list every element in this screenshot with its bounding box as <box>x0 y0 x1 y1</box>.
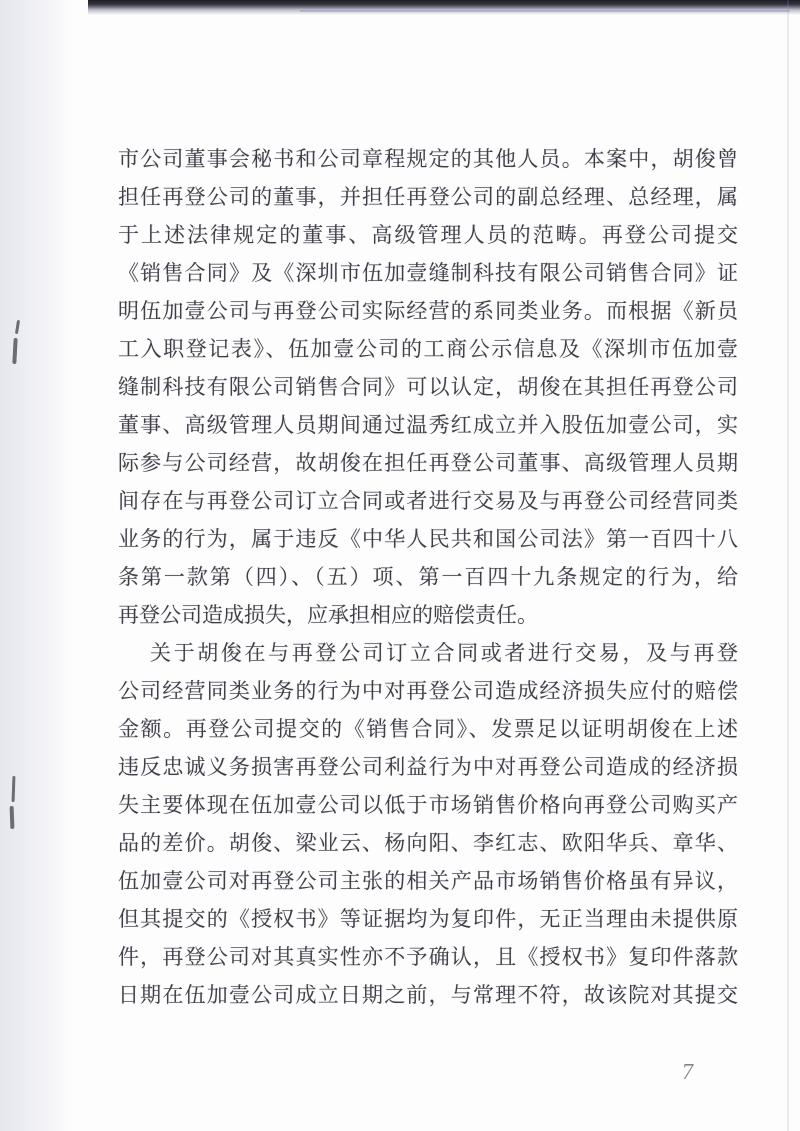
text-line: 公司经营同类业务的行为中对再登公司造成经济损失应付的赔偿 <box>118 679 738 703</box>
text-line: 违反忠诚义务损害再登公司利益行为中对再登公司造成的经济损 <box>118 755 738 779</box>
text-line: 担任再登公司的董事，并担任再登公司的副总经理、总经理，属 <box>118 185 738 209</box>
text-line: 关于胡俊在与再登公司订立合同或者进行交易，及与再登 <box>150 641 738 665</box>
scan-edge-top <box>88 0 800 15</box>
text-line: 条第一款第（四）、（五）项、第一百四十九条规定的行为，给 <box>118 565 738 589</box>
text-line: 间存在与再登公司订立合同或者进行交易及与再登公司经营同类 <box>118 489 738 513</box>
text-line: 业务的行为，属于违反《中华人民共和国公司法》第一百四十八 <box>118 527 738 551</box>
text-line: 工入职登记表》、伍加壹公司的工商公示信息及《深圳市伍加壹 <box>118 337 738 361</box>
text-line: 伍加壹公司对再登公司主张的相关产品市场销售价格虽有异议， <box>118 869 738 893</box>
text-line: 董事、高级管理人员期间通过温秀红成立并入股伍加壹公司，实 <box>118 413 738 437</box>
text-line: 但其提交的《授权书》等证据均为复印件，无正当理由未提供原 <box>118 907 738 931</box>
text-line: 际参与公司经营，故胡俊在担任再登公司董事、高级管理人员期 <box>118 451 738 475</box>
page-number: 7 <box>680 1059 696 1084</box>
text-line: 金额。再登公司提交的《销售合同》、发票足以证明胡俊在上述 <box>118 717 738 741</box>
scan-edge-right <box>787 0 789 1131</box>
text-line: 市公司董事会秘书和公司章程规定的其他人员。本案中，胡俊曾 <box>118 147 738 171</box>
text-line: 缝制科技有限公司销售合同》可以认定，胡俊在其担任再登公司 <box>118 375 738 399</box>
scan-top-blue-line <box>300 10 790 12</box>
body-text <box>118 140 738 1014</box>
text-line: 件，再登公司对其真实性亦不予确认，且《授权书》复印件落款 <box>118 945 738 969</box>
text-line: 《销售合同》及《深圳市伍加壹缝制科技有限公司销售合同》证 <box>118 261 738 285</box>
scan-edge-left <box>0 0 74 1131</box>
text-line: 再登公司造成损失，应承担相应的赔偿责任。 <box>118 603 538 627</box>
text-line: 明伍加壹公司与再登公司实际经营的系同类业务。而根据《新员 <box>118 299 738 323</box>
text-line: 品的差价。胡俊、梁业云、杨向阳、李红志、欧阳华兵、章华、 <box>118 831 738 855</box>
text-line: 日期在伍加壹公司成立日期之前，与常理不符，故该院对其提交 <box>118 983 738 1007</box>
text-line: 失主要体现在伍加壹公司以低于市场销售价格向再登公司购买产 <box>118 793 738 817</box>
binding-mark <box>10 806 15 829</box>
text-line: 于上述法律规定的董事、高级管理人员的范畴。再登公司提交 <box>118 223 738 247</box>
